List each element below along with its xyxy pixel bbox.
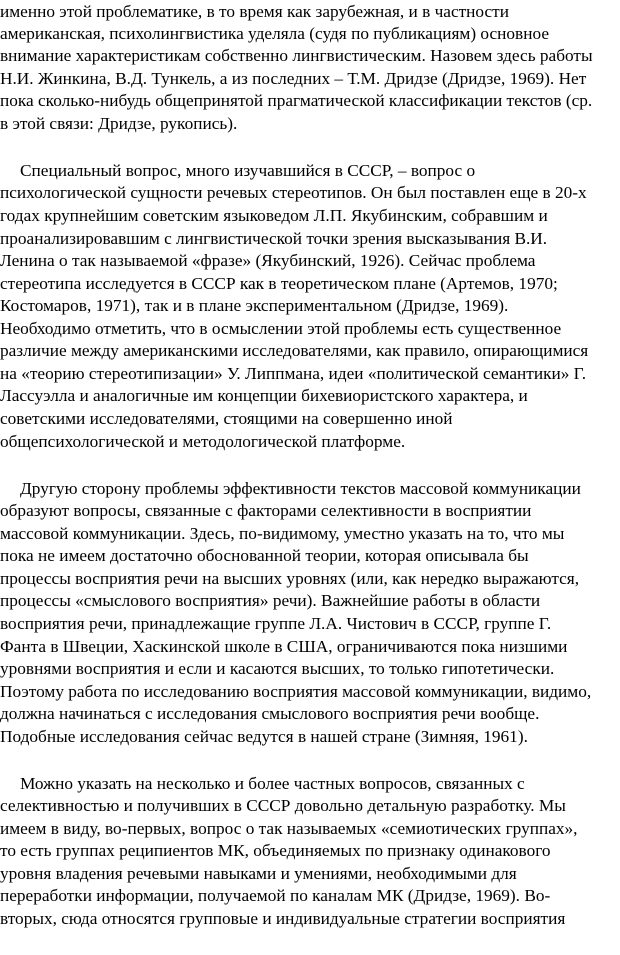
text-line: уровнями восприятия и если и касаются высших, то только гипотетически.	[0, 659, 555, 678]
text-line: образуют вопросы, связанные с факторами селективности в восприятии	[0, 501, 532, 520]
text-line: советскими исследователями, стоящими на совершенно иной	[0, 409, 453, 428]
text-line: массовой коммуникации. Здесь, по-видимому, уместно указать на то, что мы	[0, 524, 565, 543]
text-line: в этой связи: Дридзе, рукопись).	[0, 114, 238, 133]
text-line: пока не имеем достаточно обоснованной теории, которая описывала бы	[0, 546, 529, 565]
text-line: селективностью и получивших в СССР довольно детальную разработку. Мы	[0, 796, 566, 815]
text-line: Костомаров, 1971), так и в плане экспериментальном (Дридзе, 1969).	[0, 296, 509, 315]
text-line: различие между американскими исследователями, как правило, опирающимися	[0, 341, 589, 360]
text-line: стереотипа исследуется в СССР как в теоретическом плане (Артемов, 1970;	[0, 274, 558, 293]
text-line: то есть группах реципиентов МК, объединяемых по признаку одинакового	[0, 841, 551, 860]
text-line: Можно указать на несколько и более частных вопросов, связанных с	[20, 774, 525, 793]
text-line: Ленина о так называемой «фразе» (Якубинский, 1926). Сейчас проблема	[0, 251, 536, 270]
text-line: американская, психолингвистика уделяла (судя по публикациям) основное	[0, 24, 549, 43]
text-line: именно этой проблематике, в то время как зарубежная, и в частности	[0, 2, 509, 21]
text-line: процессы восприятия речи на высших уровнях (или, как нередко выражаются,	[0, 569, 580, 588]
text-line: годах крупнейшим советским языковедом Л.П. Якубинским, собравшим и	[0, 206, 548, 225]
text-line: Поэтому работа по исследованию восприятия массовой коммуникации, видимо,	[0, 682, 592, 701]
text-line: внимание характеристикам собственно лингвистическим. Назовем здесь работы	[0, 46, 593, 65]
text-line: восприятия речи, принадлежащие группе Л.А. Чистович в СССР, группе Г.	[0, 614, 552, 633]
text-line: психологической сущности речевых стереотипов. Он был поставлен еще в 20-х	[0, 183, 587, 202]
text-line: процессы «смыслового восприятия» речи). Важнейшие работы в области	[0, 591, 541, 610]
text-line: вторых, сюда относятся групповые и индивидуальные стратегии восприятия	[0, 909, 566, 928]
text-line: Лассуэлла и аналогичные им концепции бихевиористского характера, и	[0, 386, 528, 405]
text-line: общепсихологической и методологической платформе.	[0, 432, 406, 451]
text-line: пока сколько-нибудь общепринятой прагматической классификации текстов (ср.	[0, 91, 593, 110]
text-line: на «теорию стереотипизации» У. Липпмана, идеи «политической семантики» Г.	[0, 364, 587, 383]
text-line: Фанта в Швеции, Хаскинской школе в США, ограничиваются пока низшими	[0, 637, 568, 656]
text-line: Необходимо отметить, что в осмыслении этой проблемы есть существенное	[0, 319, 562, 338]
text-line: Другую сторону проблемы эффективности текстов массовой коммуникации	[20, 479, 581, 498]
text-line: Подобные исследования сейчас ведутся в нашей стране (Зимняя, 1961).	[0, 727, 528, 746]
text-line: уровня владения речевыми навыками и умениями, необходимыми для	[0, 864, 517, 883]
text-line: Специальный вопрос, много изучавшийся в СССР, – вопрос о	[20, 161, 476, 180]
text-line: проанализировавшим с лингвистической точки зрения высказывания В.И.	[0, 229, 548, 248]
text-line: Н.И. Жинкина, В.Д. Тункель, а из последних – Т.М. Дридзе (Дридзе, 1969). Нет	[0, 69, 587, 88]
text-line: имеем в виду, во-первых, вопрос о так называемых «семиотических группах»,	[0, 819, 578, 838]
text-line: переработки информации, получаемой по каналам МК (Дридзе, 1969). Во-	[0, 886, 551, 905]
text-line: должна начинаться с исследования смыслового восприятия речи вообще.	[0, 704, 540, 723]
